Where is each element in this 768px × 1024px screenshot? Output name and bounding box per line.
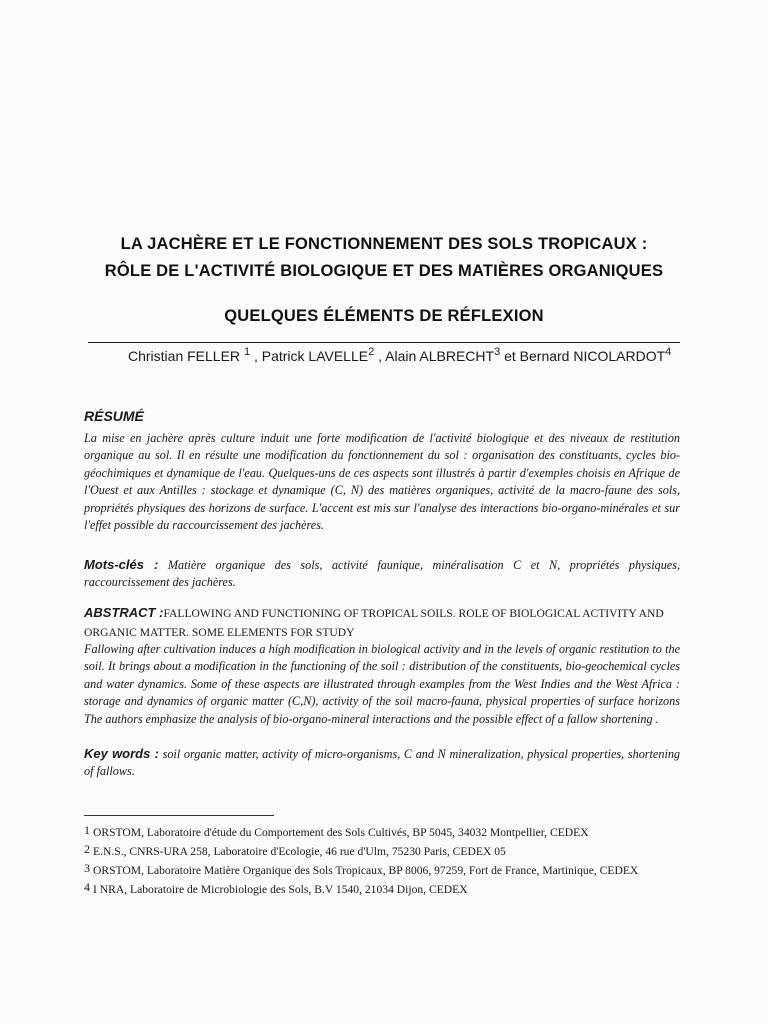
footnote-number: 2 [84, 842, 90, 856]
author-name: Christian FELLER [128, 348, 241, 364]
key-words-label: Key words : [84, 746, 159, 761]
author-affiliation-mark: 1 [243, 346, 251, 358]
author-separator: , [250, 348, 262, 364]
author-name: Bernard NICOLARDOT [519, 348, 666, 364]
footnote [84, 863, 684, 878]
abstract-title-block [84, 603, 684, 642]
footnote-divider [84, 815, 274, 816]
mots-cles-label: Mots-clés : [84, 557, 159, 572]
author-name: Alain ALBRECHT [385, 348, 495, 364]
title-line-1: LA JACHÈRE ET LE FONCTIONNEMENT DES SOLS TROPICAUX : [120, 235, 648, 253]
author-name: Patrick LAVELLE [261, 348, 369, 364]
key-words-text: soil organic matter, activity of micro-organisms, C and N mineralization, physical properties, shortening of fallows. [84, 747, 681, 779]
footnote-number: 3 [84, 861, 90, 875]
abstract-title: FALLOWING AND FUNCTIONING OF TROPICAL SOILS. ROLE OF BIOLOGICAL ACTIVITY AND ORGANIC MATTER. SOME ELEMENTS FOR STUDY [84, 607, 664, 639]
footnote-number: 4 [84, 880, 90, 894]
footnote-text: E.N.S., CNRS-URA 258, Laboratoire d'Ecologie, 46 rue d'Ulm, 75230 Paris, CEDEX 05 [93, 845, 506, 858]
abstract-text: Fallowing after cultivation induces a high modification in biological activity and in the levels of organic restitution to the soil. It brings about a modification in the functioning of the soil : distribution of the constituents, bio-geochemical cycles and water dynamics. Some of these aspects are illustrated through examples from the West Indies and the West Africa : storage and dynamics of organic matter (C,N), activity of the soil macro-fauna, physical properties of surface horizons The authors emphasize the analysis of bio-organo-mineral interactions and the possible effect of a fallow shortening . [84, 642, 680, 726]
author-separator: et [500, 348, 520, 364]
footnote-text: ORSTOM, Laboratoire Matière Organique des Sols Tropicaux, BP 8006, 97259, Fort de France, Martinique, CEDEX [93, 864, 639, 877]
key-words-block [84, 745, 680, 781]
title-line-2: RÔLE DE L'ACTIVITÉ BIOLOGIQUE ET DES MATIÈRES ORGANIQUES [104, 262, 664, 280]
abstract-label: ABSTRACT : [84, 605, 164, 620]
mots-cles-text: Matière organique des sols, activité faunique, minéralisation C et N, propriétés physiques, raccourcissement des jachères. [84, 558, 681, 590]
author-list [128, 348, 688, 364]
resume-text: La mise en jachère après culture induit une forte modification de l'activité biologique et des niveaux de restitution organique au sol. Il en résulte une modification du fonctionnement du sol : organisation des constituants, cycles bio-géochimiques et dynamique de l'eau. Quelques-uns de ces aspects sont illustrés à partir d'exemples choisis en Afrique de l'Ouest et aux Antilles : stockage et dynamique (C, N) des matières organiques, activité de la macro-faune des sols, propriétés physiques des horizons de surface. L'accent est mis sur l'analyse des interactions bio-organo-minérales et sur l'effet possible du raccourcissement des jachères. [84, 431, 680, 533]
mots-cles-block [84, 556, 680, 592]
footnote-text: ORSTOM, Laboratoire d'étude du Comportement des Sols Cultivés, BP 5045, 34032 Montpellier, CEDEX [93, 826, 589, 839]
author-affiliation-mark: 3 [494, 346, 501, 358]
footnote-number: 1 [84, 823, 90, 837]
footnote [84, 825, 684, 840]
footnote-text: I NRA, Laboratoire de Microbiologie des Sols, B.V 1540, 21034 Dijon, CEDEX [93, 883, 468, 896]
author-affiliation-mark: 4 [665, 346, 672, 358]
author-affiliation-mark: 2 [368, 346, 375, 358]
title-divider [88, 342, 680, 343]
author-separator: , [374, 348, 386, 364]
subtitle: QUELQUES ÉLÉMENTS DE RÉFLEXION [224, 307, 544, 325]
footnote [84, 844, 684, 859]
footnote [84, 882, 684, 897]
resume-heading: RÉSUMÉ [84, 408, 144, 424]
